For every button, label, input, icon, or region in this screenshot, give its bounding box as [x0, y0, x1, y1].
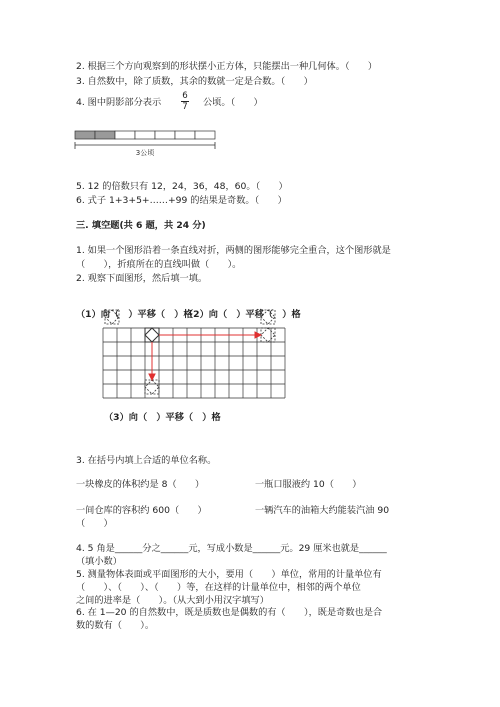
fill-q5-line3: 之间的进率是（ ）。（从大到小用汉字填写）	[76, 595, 269, 606]
fill-q5-line1: 5. 测量物体表面或平面图形的大小，要用（ ）单位，常用的计量单位有	[76, 569, 382, 580]
arrow-down-head	[149, 374, 155, 380]
area-bar-diagram	[74, 128, 224, 158]
judge-q4-prefix: 4. 图中阴影部分表示	[76, 97, 162, 108]
judge-q6: 6. 式子 1+3+5+……+99 的结果是奇数。（ ）	[76, 195, 287, 206]
fraction-numerator: 6	[182, 91, 188, 101]
fill-q3-d2: （ ）	[76, 518, 113, 529]
fill-q4-line1: 4. 5 角是______分之______元，写成小数是______元。29 厘米也就是______	[76, 543, 387, 554]
dashed-diamond-bottom	[145, 380, 159, 394]
fill-q5-line2: （ ）、（ ）、（ ）等，在这样的计量单位中，相邻的两个单位	[76, 582, 361, 593]
bar-cell	[175, 131, 195, 139]
bar-label: 3公顷	[135, 149, 155, 157]
dashed-square-bottom	[145, 380, 159, 394]
fill-q1-line1: 1. 如果一个图形沿着一条直线对折，两侧的图形能够完全重合，这个图形就是	[76, 245, 391, 256]
fill-q3-b: 一瓶口服液约 10（ ）	[255, 479, 362, 490]
solid-diamond	[145, 328, 159, 342]
translation-grid	[99, 326, 289, 406]
fill-q2: 2. 观察下面图形，然后填一填。	[76, 273, 208, 284]
fill-q4-line2: （填小数）	[76, 556, 122, 567]
arrow-right-head	[255, 332, 261, 338]
bar-cell-shaded	[75, 131, 95, 139]
judge-q3: 3. 自然数中，除了质数，其余的数就一定是合数。（ ）	[76, 76, 313, 87]
section-header: 三. 填空题(共 6 题，共 24 分)	[76, 220, 206, 231]
solid-square	[145, 328, 159, 342]
fill-q1-line2: （ ），折痕所在的直线叫做（ ）。	[76, 259, 242, 270]
dashed-diamond-right	[261, 328, 275, 342]
grid-label-2: （2）向（ ）平移（ ）格	[184, 309, 301, 320]
dashed-square-right	[261, 328, 275, 342]
bar-cell	[195, 131, 215, 139]
judge-q4-suffix: 公顷。（ ）	[203, 97, 263, 108]
grid-label-1: （1）向（ ）平移（ ）格	[76, 309, 193, 320]
fill-q3-d: 一辆汽车的油箱大约能装汽油 90	[255, 505, 390, 516]
fill-q3-c: 一间仓库的容积约 600（ ）	[76, 505, 207, 516]
fill-q6-line2: 数的数有（ ）。	[76, 620, 155, 631]
judge-q2: 2. 根据三个方向观察到的形状摆小正方体，只能摆出一种几何体。（ ）	[76, 61, 378, 72]
fill-q3: 3. 在括号内填上合适的单位名称。	[76, 455, 217, 466]
judge-q5: 5. 12 的倍数只有 12，24，36，48，60。（ ）	[76, 181, 288, 192]
bar-cell	[115, 131, 135, 139]
fill-q6-line1: 6. 在 1—20 的自然数中，既是质数也是偶数的有（ ），既是奇数也是合	[76, 607, 383, 618]
bar-cell	[135, 131, 155, 139]
bar-cell	[155, 131, 175, 139]
grid-label-3: （3）向（ ）平移（ ）格	[104, 412, 221, 423]
fill-q3-a: 一块橡皮的体积约是 8（ ）	[76, 479, 205, 490]
bar-cell-shaded	[95, 131, 115, 139]
fraction-denominator: 7	[182, 102, 188, 112]
